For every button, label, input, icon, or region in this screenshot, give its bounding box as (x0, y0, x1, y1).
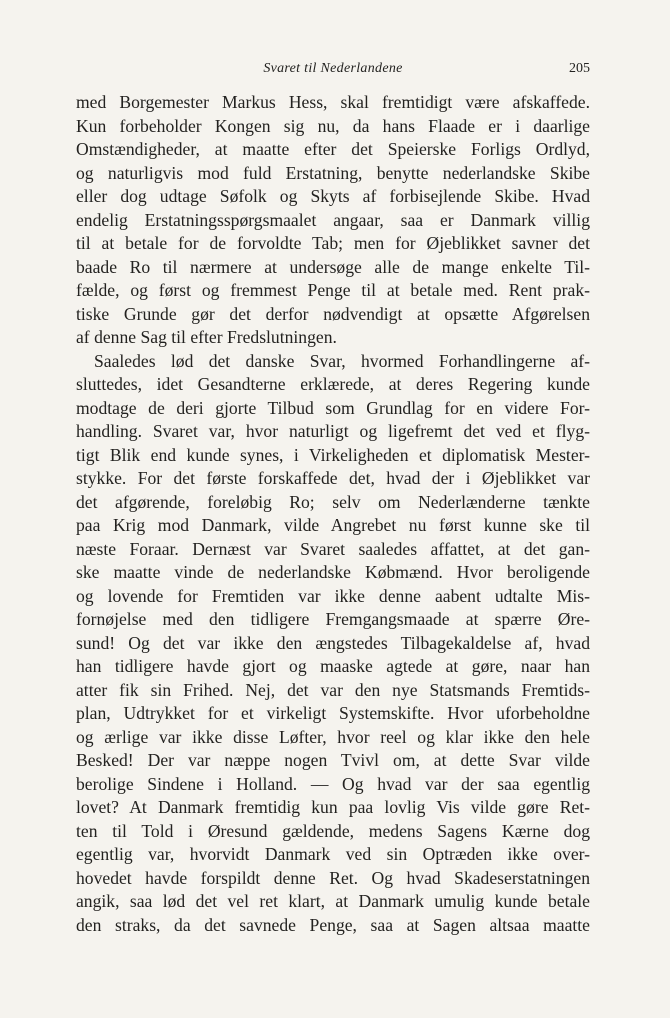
text-line: baade Ro til nærmere at undersøge alle de mange enkelte Til- (76, 256, 590, 277)
text-line: og lovende for Fremtiden var ikke denne aabent udtalte Mis- (76, 585, 590, 606)
text-line: med Borgemester Markus Hess, skal fremtidigt være afskaffede. (76, 92, 590, 112)
text-line: af denne Sag til efter Fredslutningen. (76, 327, 337, 347)
text-line: det afgørende, foreløbig Ro; selv om Nederlænderne tænkte (76, 491, 590, 512)
text-line: handling. Svaret var, hvor naturligt og ligefremt det ved et flyg- (76, 421, 590, 441)
text-line: angik, saa lød det vel ret klart, at Danmark umulig kunde betale (76, 891, 590, 911)
text-line: fornøjelse med den tidligere Fremgangsmaade at spærre Øre- (76, 609, 590, 629)
text-line: til at betale for de forvoldte Tab; men for Øjeblikket savner det (76, 233, 590, 253)
text-line: Saaledes lød det danske Svar, hvormed Forhandlingerne af- (94, 350, 590, 371)
text-line: eller dog udtage Søfolk og Skyts af forbisejlende Skibe. Hvad (76, 186, 590, 206)
text-line: Besked! Der var næppe nogen Tvivl om, at dette Svar vilde (76, 750, 590, 770)
text-line: og naturligvis mod fuld Erstatning, benytte nederlandske Skibe (76, 162, 590, 183)
body-text (76, 91, 590, 937)
running-title: Svaret til Nederlandene (263, 61, 403, 76)
text-line: endelig Erstatningsspørgsmaalet angaar, saa er Danmark villig (76, 209, 590, 230)
text-line: berolige Sindene i Holland. — Og hvad var der saa egentlig (76, 773, 590, 794)
text-line: egentlig var, hvorvidt Danmark ved sin Optræden ikke over- (76, 844, 590, 864)
text-line: fælde, og først og fremmest Penge til at betale med. Rent prak- (76, 280, 590, 300)
text-line: Kun forbeholder Kongen sig nu, da hans Flaade er i daarlige (76, 115, 590, 136)
text-line: Omstændigheder, at maatte efter det Speierske Forligs Ordlyd, (76, 139, 590, 159)
text-line: tiske Grunde gør det derfor nødvendigt at opsætte Afgørelsen (76, 303, 590, 324)
text-line: ske maatte vinde de nederlandske Købmænd. Hvor beroligende (76, 562, 590, 582)
text-line: paa Krig mod Danmark, vilde Angrebet nu først kunne ske til (76, 515, 590, 535)
text-line: hovedet havde forspildt denne Ret. Og hvad Skadeserstatningen (76, 867, 590, 888)
text-line: næste Foraar. Dernæst var Svaret saaledes affattet, at det gan- (76, 538, 590, 559)
text-line: tigt Blik end kunde synes, i Virkeligheden et diplomatisk Mester- (76, 444, 590, 465)
page-number: 205 (569, 61, 590, 76)
text-line: sluttedes, idet Gesandterne erklærede, at deres Regering kunde (76, 374, 590, 394)
text-line: sund! Og det var ikke den ængstedes Tilbagekaldelse af, hvad (76, 632, 590, 653)
text-line: lovet? At Danmark fremtidig kun paa lovlig Vis vilde gøre Ret- (76, 797, 590, 817)
text-line: stykke. For det første forskaffede det, hvad der i Øjeblikket var (76, 468, 590, 488)
text-line: atter fik sin Frihed. Nej, det var den nye Statsmands Fremtids- (76, 679, 590, 700)
text-line: den straks, da det savnede Penge, saa at Sagen altsaa maatte (76, 914, 590, 935)
text-line: og ærlige var ikke disse Løfter, hvor reel og klar ikke den hele (76, 726, 590, 747)
text-line: ten til Told i Øresund gældende, medens Sagens Kærne dog (76, 820, 590, 841)
text-line: plan, Udtrykket for et virkeligt Systemskifte. Hvor uforbeholdne (76, 703, 590, 723)
text-line: han tidligere havde gjort og maaske agtede at gøre, naar han (76, 656, 590, 676)
text-line: modtage de deri gjorte Tilbud som Grundlag for en videre For- (76, 397, 590, 418)
running-head (76, 58, 590, 80)
